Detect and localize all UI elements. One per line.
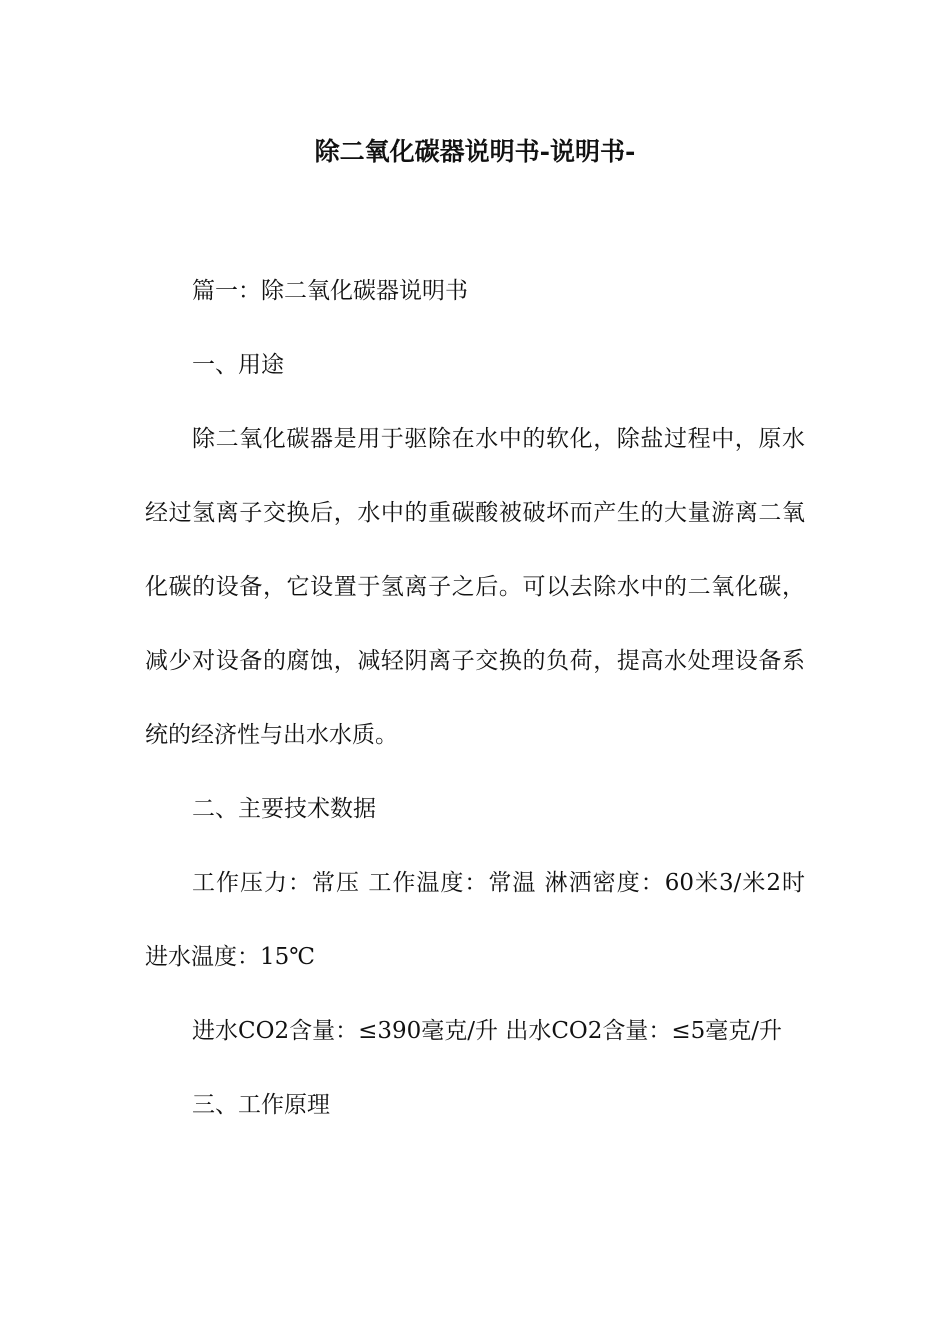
paragraph-purpose: 除二氧化碳器是用于驱除在水中的软化，除盐过程中，原水经过氢离子交换后，水中的重碳酸被破坏而产生的大量游离二氧化碳的设备，它设置于氢离子之后。可以去除水中的二氧化碳，减少对设备的腐蚀，减轻阴离子交换的负荷，提高水处理设备系统的经济性与出水水质。 — [145, 426, 805, 748]
section-heading-purpose: 一、用途 — [192, 352, 284, 378]
paragraph-technical-data-2: 进水CO2含量：≤390毫克/升 出水CO2含量：≤5毫克/升 — [192, 1018, 783, 1044]
section-heading-part-one: 篇一：除二氧化碳器说明书 — [192, 278, 468, 304]
section-heading-technical-data: 二、主要技术数据 — [192, 796, 376, 822]
paragraph-technical-data-1: 工作压力：常压 工作温度：常温 淋洒密度：60米3/米2时 进水温度：15℃ — [145, 870, 805, 970]
document-title: 除二氧化碳器说明书-说明书- — [314, 137, 636, 166]
section-heading-working-principle: 三、工作原理 — [192, 1092, 330, 1118]
document-body — [145, 254, 805, 1142]
